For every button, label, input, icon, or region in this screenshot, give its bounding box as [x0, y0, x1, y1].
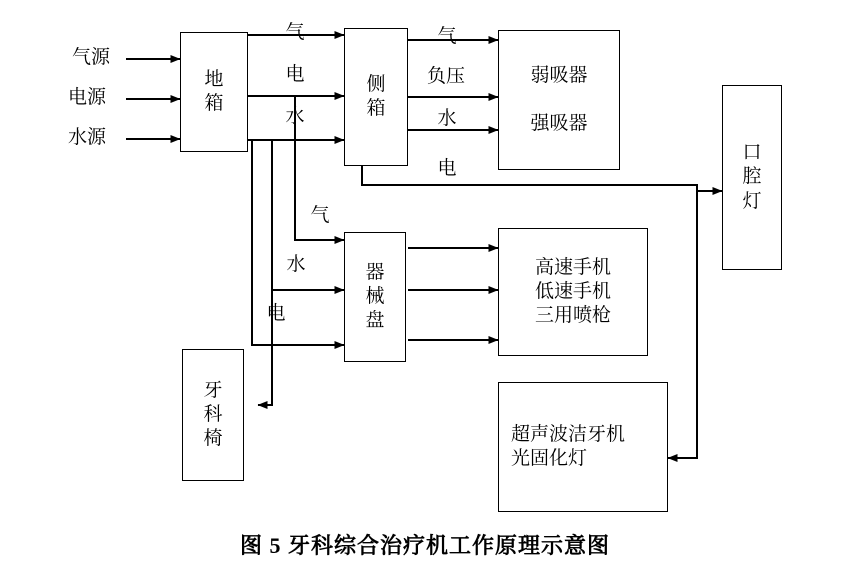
edge-label-elec-side-lamp: 电: [437, 158, 457, 179]
box-dental-chair[interactable]: [182, 349, 244, 481]
box-instrument-tray-line-1: 器: [365, 261, 385, 283]
input-label-gas: 气源: [72, 47, 111, 68]
box-suction-devices[interactable]: [498, 30, 620, 170]
box-dental-chair-line-2: 科: [203, 403, 223, 425]
box-oral-lamp-line-3: 灯: [742, 190, 762, 212]
box-side-unit[interactable]: [344, 28, 408, 166]
edge-label-gas-side-suction: 气: [437, 26, 457, 47]
edge-label-gas-ground-side: 气: [285, 22, 305, 43]
box-handpieces[interactable]: [498, 228, 648, 356]
box-instrument-tray[interactable]: [344, 232, 406, 362]
box-oral-lamp[interactable]: [722, 85, 782, 270]
box-side-unit-line-2: 箱: [366, 98, 386, 119]
box-scaler-line-1: 超声波洁牙机: [511, 423, 626, 445]
input-label-water: 水源: [68, 127, 107, 148]
edge-label-elec-tray: 电: [266, 303, 286, 324]
box-handpieces-line-3: 三用喷枪: [534, 305, 611, 327]
edge-label-water-tray: 水: [286, 254, 306, 275]
edge-label-gas-tray: 气: [310, 205, 330, 226]
edge-label-negative-pressure: 负压: [427, 66, 466, 87]
box-dental-chair-line-1: 牙: [203, 379, 223, 401]
box-suction-line-1: 弱吸器: [530, 64, 588, 86]
box-handpieces-line-1: 高速手机: [534, 256, 611, 278]
box-ground-unit[interactable]: [180, 32, 248, 152]
box-instrument-tray-line-3: 盘: [365, 310, 385, 332]
input-label-power: 电源: [68, 87, 107, 108]
edge-label-elec-ground-side: 电: [285, 64, 305, 85]
box-oral-lamp-line-1: 口: [742, 142, 762, 164]
box-instrument-tray-line-2: 械: [365, 285, 385, 307]
box-handpieces-line-2: 低速手机: [534, 280, 611, 302]
edge-label-water-ground-side: 水: [285, 106, 305, 127]
box-oral-lamp-line-2: 腔: [742, 166, 762, 188]
box-ground-unit-line-1: 地: [204, 68, 224, 90]
edge-label-water-side-suction: 水: [437, 108, 457, 129]
box-scaler-line-2: 光固化灯: [511, 448, 588, 469]
box-dental-chair-line-3: 椅: [203, 428, 223, 450]
box-side-unit-line-1: 侧: [366, 73, 386, 95]
box-ground-unit-line-2: 箱: [204, 93, 224, 114]
box-scaler-curing-lamp[interactable]: [498, 382, 668, 512]
figure-caption: 图 5 牙科综合治疗机工作原理示意图: [239, 533, 610, 558]
box-suction-line-2: 强吸器: [530, 113, 588, 134]
